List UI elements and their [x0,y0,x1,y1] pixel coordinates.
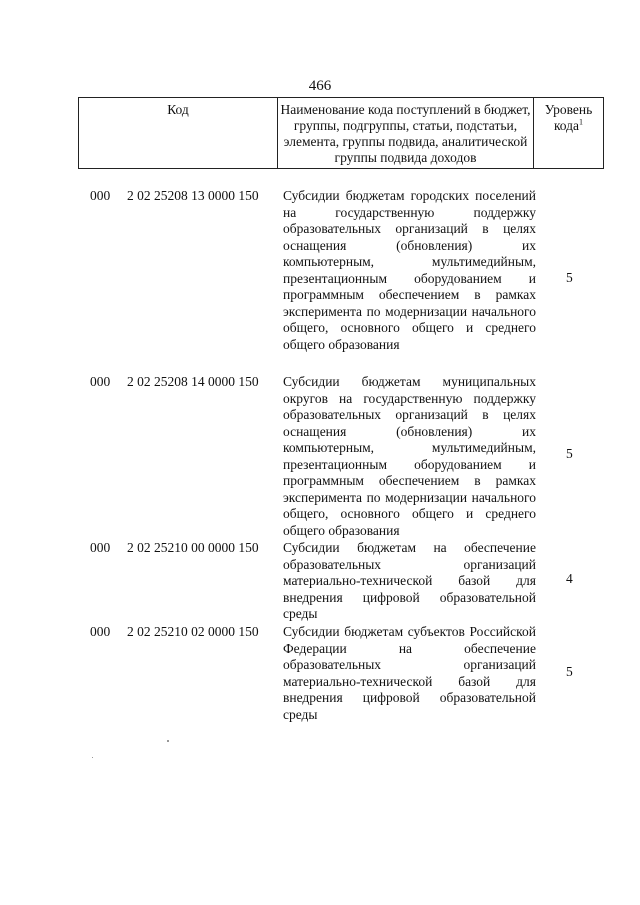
page-number: 466 [308,78,332,94]
admin-code: 000 [90,540,111,555]
revenue-name: Субсидии бюджетам городских поселений на государственную поддержку образовательных организаций в целях оснащения (обновления) их компьютерным, мультимедийным, презентационным оборудованием и программным обеспечением в рамках эксперимента по модернизации начального общего, основного общего и среднего общего образования [283,188,536,352]
revenue-code: 2 02 25210 00 0000 150 [127,540,259,555]
revenue-code: 2 02 25208 13 0000 150 [127,188,259,203]
admin-code: 000 [90,624,111,639]
revenue-name: Субсидии бюджетам на обеспечение образовательных организаций материально-технической базой для внедрения цифровой образовательной среды [283,540,536,621]
header-code-column: Код [79,98,278,168]
code-level: 5 [566,270,573,285]
code-level: 5 [566,664,573,679]
revenue-name: Субсидии бюджетам субъектов Российской Федерации на обеспечение образовательных организаций материально-технической базой для внедрения цифровой образовательной среды [283,624,536,722]
revenue-code: 2 02 25210 02 0000 150 [127,624,259,639]
header-name-column: Наименование кода поступлений в бюджет, группы, подгруппы, статьи, подстатьи, элемента, группы подвида, аналитической группы подвида доходов [278,98,534,168]
revenue-name: Субсидии бюджетам муниципальных округов на государственную поддержку образовательных организаций в целях оснащения (обновления) их компьютерным, мультимедийным, презентационным оборудованием и программным обеспечением в рамках эксперимента по модернизации начального общего, основного общего и среднего общего образования [283,374,536,538]
header-level-column [534,98,603,168]
revenue-code: 2 02 25208 14 0000 150 [127,374,259,389]
admin-code: 000 [90,188,111,203]
footnote-marker: 1 [579,117,584,127]
header-level-label: Уровень кода [544,102,593,133]
scan-speck [92,757,93,758]
scan-speck [167,740,169,742]
table-header [78,97,604,169]
code-level: 4 [566,571,573,586]
admin-code: 000 [90,374,111,389]
code-level: 5 [566,446,573,461]
